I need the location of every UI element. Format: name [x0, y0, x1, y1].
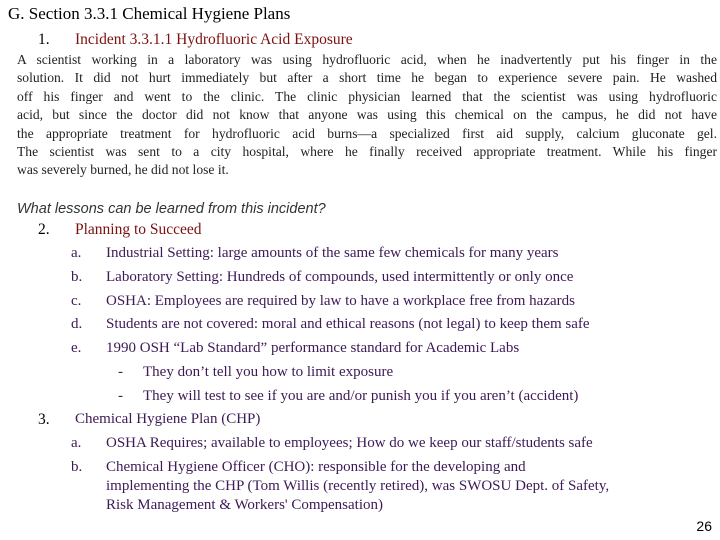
chp-item-text: Risk Management & Workers' Compensation): [106, 497, 384, 513]
incident-number: 1.: [38, 31, 50, 48]
page-number: 26: [696, 518, 712, 534]
planning-item-label: a.: [71, 245, 82, 261]
planning-item-label: d.: [71, 316, 83, 332]
incident-line: was severely burned, he did not lose it.: [17, 162, 229, 178]
planning-title: Planning to Succeed: [75, 221, 202, 238]
chp-number: 3.: [38, 411, 50, 428]
incident-paragraph: [17, 51, 717, 180]
planning-item-text: 1990 OSH “Lab Standard” performance standard for Academic Labs: [106, 340, 520, 356]
incident-line: solution. It did not hurt immediately but after a short time he began to experience severe pain. He washed: [17, 70, 717, 86]
planning-item-label: e.: [71, 340, 82, 356]
incident-line: A scientist working in a laboratory was using hydrofluoric acid, when he inadvertently put his finger in the: [17, 52, 717, 67]
section-title: G. Section 3.3.1 Chemical Hygiene Plans: [8, 4, 291, 23]
incident-line: off his finger and went to the clinic. The clinic physician learned that the scientist was using hydrofluoric: [17, 88, 717, 104]
chp-title: Chemical Hygiene Plan (CHP): [75, 411, 261, 427]
planning-number: 2.: [38, 221, 50, 238]
planning-item-label: b.: [71, 269, 83, 285]
incident-line: The scientist was sent to a city hospital, where he finally received appropriate treatment. While his finger: [17, 144, 717, 160]
incident-question: What lessons can be learned from this incident?: [17, 201, 326, 217]
planning-subitem-text: They will test to see if you are and/or punish you if you aren’t (accident): [143, 388, 579, 404]
planning-subitem-bullet: -: [118, 388, 123, 404]
incident-line: the appropriate treatment for hydrofluoric acid burns—a specialized first aid supply, calcium gluconate gel.: [17, 125, 717, 141]
incident-line: acid, but since the doctor did not know that anyone was using this chemical on the campus, he did not have: [17, 107, 717, 123]
planning-subitem-text: They don’t tell you how to limit exposure: [143, 364, 394, 380]
chp-item-text: OSHA Requires; available to employees; How do we keep our staff/students safe: [106, 435, 593, 451]
chp-item-label: a.: [71, 435, 82, 451]
planning-item-text: Laboratory Setting: Hundreds of compounds, used intermittently or only once: [106, 269, 574, 285]
planning-subitem-bullet: -: [118, 364, 123, 380]
planning-item-label: c.: [71, 293, 82, 309]
incident-title: Incident 3.3.1.1 Hydrofluoric Acid Exposure: [75, 31, 353, 48]
planning-item-text: OSHA: Employees are required by law to have a workplace free from hazards: [106, 293, 575, 309]
planning-item-text: Students are not covered: moral and ethical reasons (not legal) to keep them safe: [106, 316, 590, 332]
chp-item-text: Chemical Hygiene Officer (CHO): responsible for the developing and: [106, 459, 526, 475]
planning-item-text: Industrial Setting: large amounts of the same few chemicals for many years: [106, 245, 559, 261]
chp-item-text: implementing the CHP (Tom Willis (recently retired), was SWOSU Dept. of Safety,: [106, 478, 610, 494]
chp-item-label: b.: [71, 459, 83, 475]
